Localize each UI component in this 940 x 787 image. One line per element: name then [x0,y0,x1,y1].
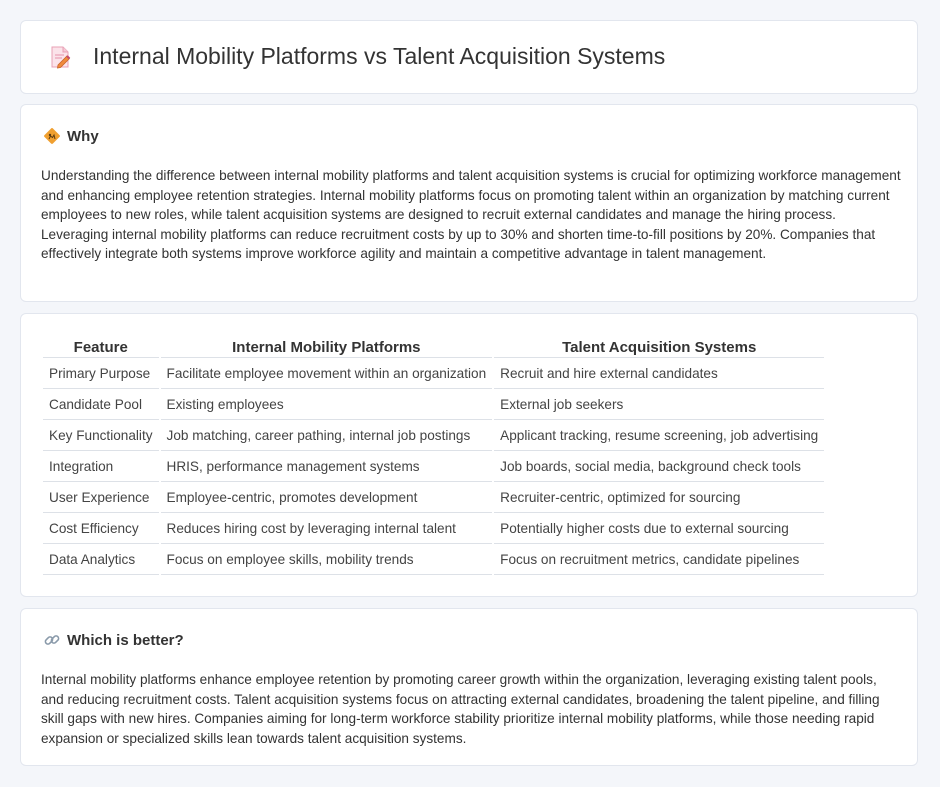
feature-cell: Cost Efficiency [43,513,159,544]
better-paragraph: Internal mobility platforms enhance employee retention by promoting career growth within the organization, leveraging existing talent pools, and reducing recruitment costs. Talent acquisition systems focus on attracting external candidates, broadening the talent pipeline, and filling skill gaps with new hires. Companies aiming for long-term workforce stability prioritize internal mobility platforms, while those needing rapid expansion or specialized skills lean towards talent acquisition systems. [41,672,880,746]
feature-cell: Primary Purpose [43,358,159,389]
table-row [43,358,824,389]
feature-cell: Key Functionality [43,420,159,451]
internal-mobility-cell: Reduces hiring cost by leveraging internal talent [161,513,493,544]
table-row [43,513,824,544]
comparison-section [20,313,918,597]
talent-acquisition-cell: Job boards, social media, background check tools [494,451,824,482]
talent-acquisition-cell: Focus on recruitment metrics, candidate pipelines [494,544,824,575]
better-title: Which is better? [67,631,184,649]
feature-cell: Candidate Pool [43,389,159,420]
internal-mobility-cell: HRIS, performance management systems [161,451,493,482]
internal-mobility-cell: Facilitate employee movement within an organization [161,358,493,389]
internal-mobility-cell: Job matching, career pathing, internal job postings [161,420,493,451]
why-paragraph: Understanding the difference between internal mobility platforms and talent acquisition systems is crucial for optimizing workforce management and enhancing employee retention strategies. Internal mobility platforms focus on promoting talent within an organization by matching current employees to new roles, while talent acquisition systems are designed to recruit external candidates and manage the hiring process. Leveraging internal mobility platforms can reduce recruitment costs by up to 30% and shorten time-to-fill positions by 20%. Companies that effectively integrate both systems improve workforce agility and maintain a competitive advantage in talent management. [41,168,901,261]
table-row [43,451,824,482]
header-internal-mobility: Internal Mobility Platforms [161,334,493,358]
internal-mobility-cell: Employee-centric, promotes development [161,482,493,513]
header-talent-acquisition: Talent Acquisition Systems [494,334,824,358]
diamond-sign-icon [43,127,61,145]
internal-mobility-cell: Existing employees [161,389,493,420]
table-row [43,482,824,513]
talent-acquisition-cell: Recruiter-centric, optimized for sourcing [494,482,824,513]
talent-acquisition-cell: Applicant tracking, resume screening, job advertising [494,420,824,451]
why-title: Why [67,127,99,145]
feature-cell: User Experience [43,482,159,513]
better-heading [43,631,184,649]
header-card [20,20,918,94]
table-header-row [43,334,824,358]
table-row [43,544,824,575]
feature-cell: Integration [43,451,159,482]
feature-cell: Data Analytics [43,544,159,575]
why-heading [43,127,99,145]
link-icon [43,631,61,649]
table-row [43,389,824,420]
talent-acquisition-cell: External job seekers [494,389,824,420]
header-feature: Feature [43,334,159,358]
page-title: Internal Mobility Platforms vs Talent Acquisition Systems [93,43,666,69]
table-row [43,420,824,451]
which-is-better-section [20,608,918,766]
why-section [20,104,918,302]
document-edit-icon [47,44,73,70]
comparison-table [41,334,826,575]
title-row [47,43,665,70]
talent-acquisition-cell: Potentially higher costs due to external sourcing [494,513,824,544]
internal-mobility-cell: Focus on employee skills, mobility trends [161,544,493,575]
talent-acquisition-cell: Recruit and hire external candidates [494,358,824,389]
